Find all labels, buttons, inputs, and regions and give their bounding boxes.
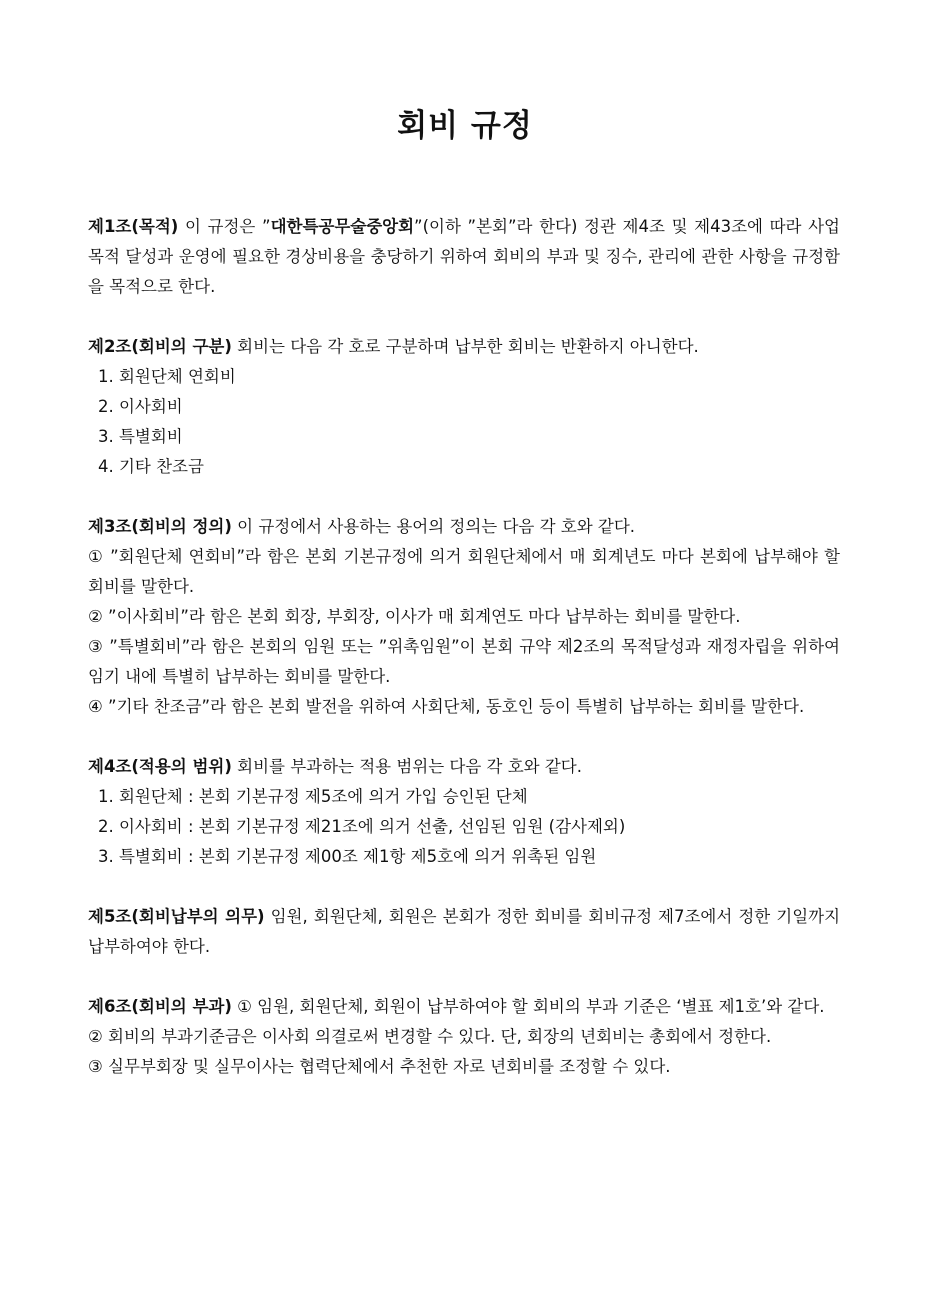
article-4-heading: 제4조(적용의 범위) xyxy=(88,757,232,776)
article-1-text-b: ”(이하 ”본회”라 한다) 정관 제4조 및 제43조에 따라 사업목적 달성과 운영에 필요한 경상비용을 충당하기 위하여 회비의 부과 및 징수, 관리에 관한 사항을 규정함을 목적으로 한다. xyxy=(88,217,840,296)
article-2-item: 1. 회원단체 연회비 xyxy=(98,367,236,386)
article-3-item: ③ ”특별회비”라 함은 본회의 임원 또는 ”위촉임원”이 본회 규약 제2조의 목적달성과 재정자립을 위하여 임기 내에 특별히 납부하는 회비를 말한다. xyxy=(88,637,840,686)
article-5 xyxy=(88,902,840,962)
article-3-text: 이 규정에서 사용하는 용어의 정의는 다음 각 호와 같다. xyxy=(231,517,635,536)
article-3-item: ① ”회원단체 연회비”라 함은 본회 기본규정에 의거 회원단체에서 매 회계년도 마다 본회에 납부해야 할 회비를 말한다. xyxy=(88,547,840,596)
article-6-item: ③ 실무부회장 및 실무이사는 협력단체에서 추천한 자로 년회비를 조정할 수 있다. xyxy=(88,1057,671,1076)
article-5-heading: 제5조(회비납부의 의무) xyxy=(88,907,265,926)
article-6-item: ② 회비의 부과기준금은 이사회 의결로써 변경할 수 있다. 단, 회장의 년회비는 총회에서 정한다. xyxy=(88,1027,772,1046)
article-3-heading: 제3조(회비의 정의) xyxy=(88,517,232,536)
article-6-text: ① 임원, 회원단체, 회원이 납부하여야 할 회비의 부과 기준은 ‘별표 제1호’와 같다. xyxy=(231,997,825,1016)
article-2-item: 4. 기타 찬조금 xyxy=(98,457,204,476)
article-3 xyxy=(88,512,840,542)
article-4 xyxy=(88,752,840,782)
article-3-item: ④ ”기타 찬조금”라 함은 본회 발전을 위하여 사회단체, 동호인 등이 특별히 납부하는 회비를 말한다. xyxy=(88,697,805,716)
article-2-item: 3. 특별회비 xyxy=(98,427,183,446)
article-5-text: 임원, 회원단체, 회원은 본회가 정한 회비를 회비규정 제7조에서 정한 기일까지 납부하여야 한다. xyxy=(88,907,841,956)
article-1-heading: 제1조(목적) xyxy=(88,217,179,236)
article-2-heading: 제2조(회비의 구분) xyxy=(88,337,232,356)
document-body xyxy=(88,212,840,1082)
article-1-text-a: 이 규정은 ” xyxy=(178,217,271,236)
article-4-item: 1. 회원단체 : 본회 기본규정 제5조에 의거 가입 승인된 단체 xyxy=(98,787,528,806)
article-6 xyxy=(88,992,840,1022)
article-6-heading: 제6조(회비의 부과) xyxy=(88,997,232,1016)
organization-name: 대한특공무술중앙회 xyxy=(270,217,415,236)
document-title: 회비 규정 xyxy=(397,108,533,144)
article-2 xyxy=(88,332,840,362)
article-2-text: 회비는 다음 각 호로 구분하며 납부한 회비는 반환하지 아니한다. xyxy=(231,337,699,356)
article-4-text: 회비를 부과하는 적용 범위는 다음 각 호와 같다. xyxy=(231,757,582,776)
article-3-item: ② ”이사회비”라 함은 본회 회장, 부회장, 이사가 매 회계연도 마다 납부하는 회비를 말한다. xyxy=(88,607,741,626)
article-4-item: 2. 이사회비 : 본회 기본규정 제21조에 의거 선출, 선임된 임원 (감사제외) xyxy=(98,817,626,836)
article-2-item: 2. 이사회비 xyxy=(98,397,183,416)
article-4-item: 3. 특별회비 : 본회 기본규정 제00조 제1항 제5호에 의거 위촉된 임원 xyxy=(98,847,597,866)
article-1 xyxy=(88,212,840,302)
